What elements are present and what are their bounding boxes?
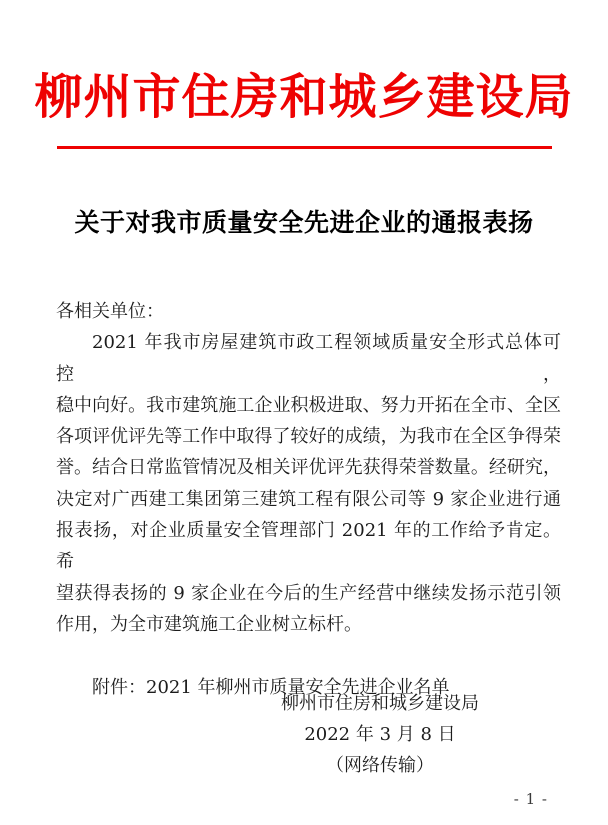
body-line: 作用，为全市建筑施工企业树立标杆。 — [56, 613, 362, 635]
letterhead-title: 柳州市住房和城乡建设局 — [34, 69, 574, 125]
body-line: 决定对广西建工集团第三建筑工程有限公司等 9 家企业进行通 — [56, 488, 561, 510]
signature-block — [255, 688, 505, 781]
signature-date: 2022 年 3 月 8 日 — [304, 724, 456, 745]
letterhead-divider-rule — [57, 146, 552, 149]
salutation: 各相关单位： — [56, 301, 164, 322]
page-number: - 1 - — [513, 790, 548, 808]
body-line: 报表扬，对企业质量安全管理部门 2021 年的工作给予肯定。希 — [56, 520, 561, 573]
signature-org: 柳州市住房和城乡建设局 — [281, 693, 479, 714]
body-line: 各项评优评先等工作中取得了较好的成绩，为我市在全区争得荣 — [56, 426, 561, 448]
body-line: 2021 年我市房屋建筑市政工程领域质量安全形式总体可控， — [56, 332, 561, 385]
body-line: 稳中向好。我市建筑施工企业积极进取、努力开拓在全市、全区 — [56, 394, 561, 416]
document-title: 关于对我市质量安全先进企业的通报表扬 — [74, 208, 534, 237]
body-line: 誉。结合日常监管情况及相关评优评先获得荣誉数量。经研究， — [56, 457, 561, 479]
body-line: 望获得表扬的 9 家企业在今后的生产经营中继续发扬示范引领 — [56, 582, 561, 604]
delivery-method-note: （网络传输） — [326, 755, 434, 776]
attachment-line: 附件：2021 年柳州市质量安全先进企业名单 — [92, 676, 450, 698]
document-body — [56, 296, 561, 703]
